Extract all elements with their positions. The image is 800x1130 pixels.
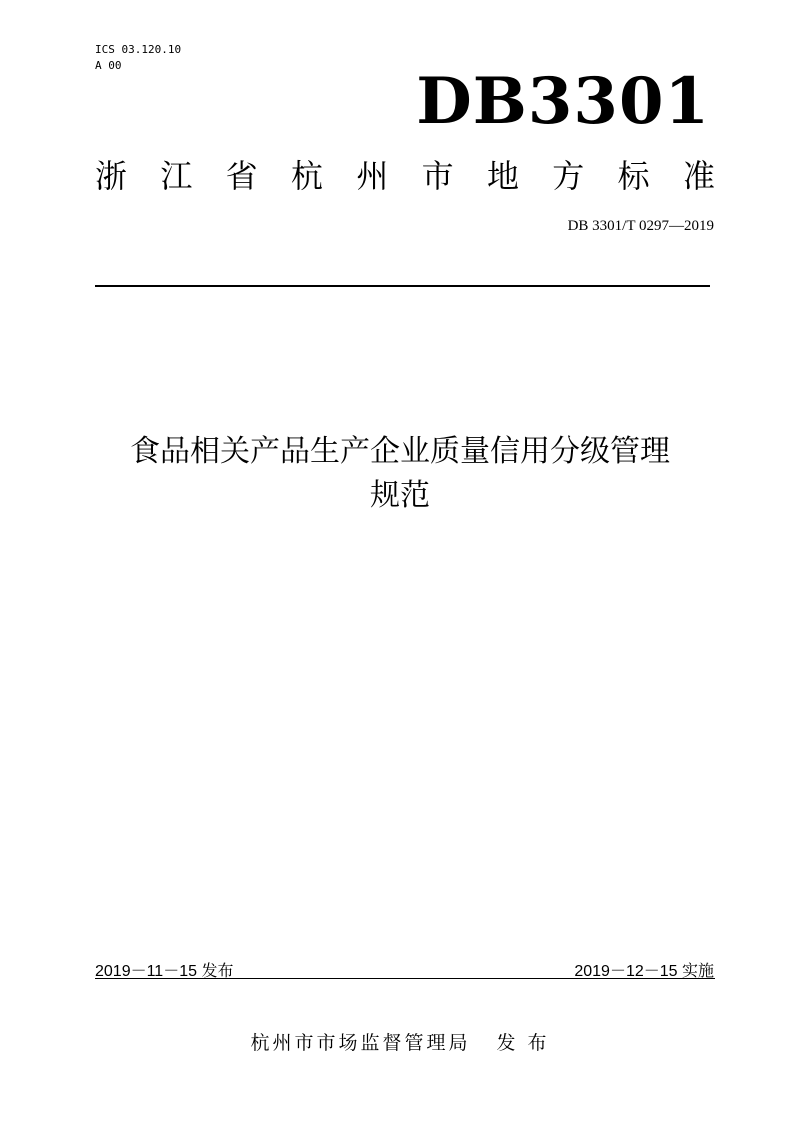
issuer-action: 发 布 — [496, 1032, 550, 1054]
standard-logo: DB3301 — [416, 64, 710, 139]
title-line-2: 规范 — [370, 478, 430, 513]
issuer-name: 杭州市市场监督管理局 — [250, 1032, 471, 1054]
standard-type-char: 浙 — [95, 157, 128, 195]
ccs-code: A 00 — [95, 59, 122, 72]
standard-type-char: 方 — [552, 157, 585, 195]
standard-type-char: 州 — [356, 157, 389, 195]
classification-codes — [95, 42, 181, 74]
header-divider — [95, 285, 710, 287]
standard-number: DB 3301/T 0297—2019 — [567, 218, 714, 234]
standard-type-char: 杭 — [290, 157, 323, 195]
document-title — [60, 430, 740, 518]
standard-type — [95, 156, 715, 196]
ics-code: ICS 03.120.10 — [95, 43, 182, 56]
issuer-line — [0, 1028, 800, 1055]
standard-type-char: 准 — [682, 157, 715, 195]
title-line-1: 食品相关产品生产企业质量信用分级管理 — [130, 434, 670, 469]
implementation-date: 2019－12－15 实施 — [574, 963, 714, 980]
standard-type-char: 地 — [486, 157, 519, 195]
standard-type-char: 市 — [421, 157, 454, 195]
issue-date: 2019－11－15 发布 — [95, 963, 234, 980]
standard-type-char: 标 — [617, 157, 650, 195]
standard-type-char: 省 — [225, 157, 258, 195]
footer-divider — [95, 978, 715, 979]
standard-type-char: 江 — [160, 157, 193, 195]
